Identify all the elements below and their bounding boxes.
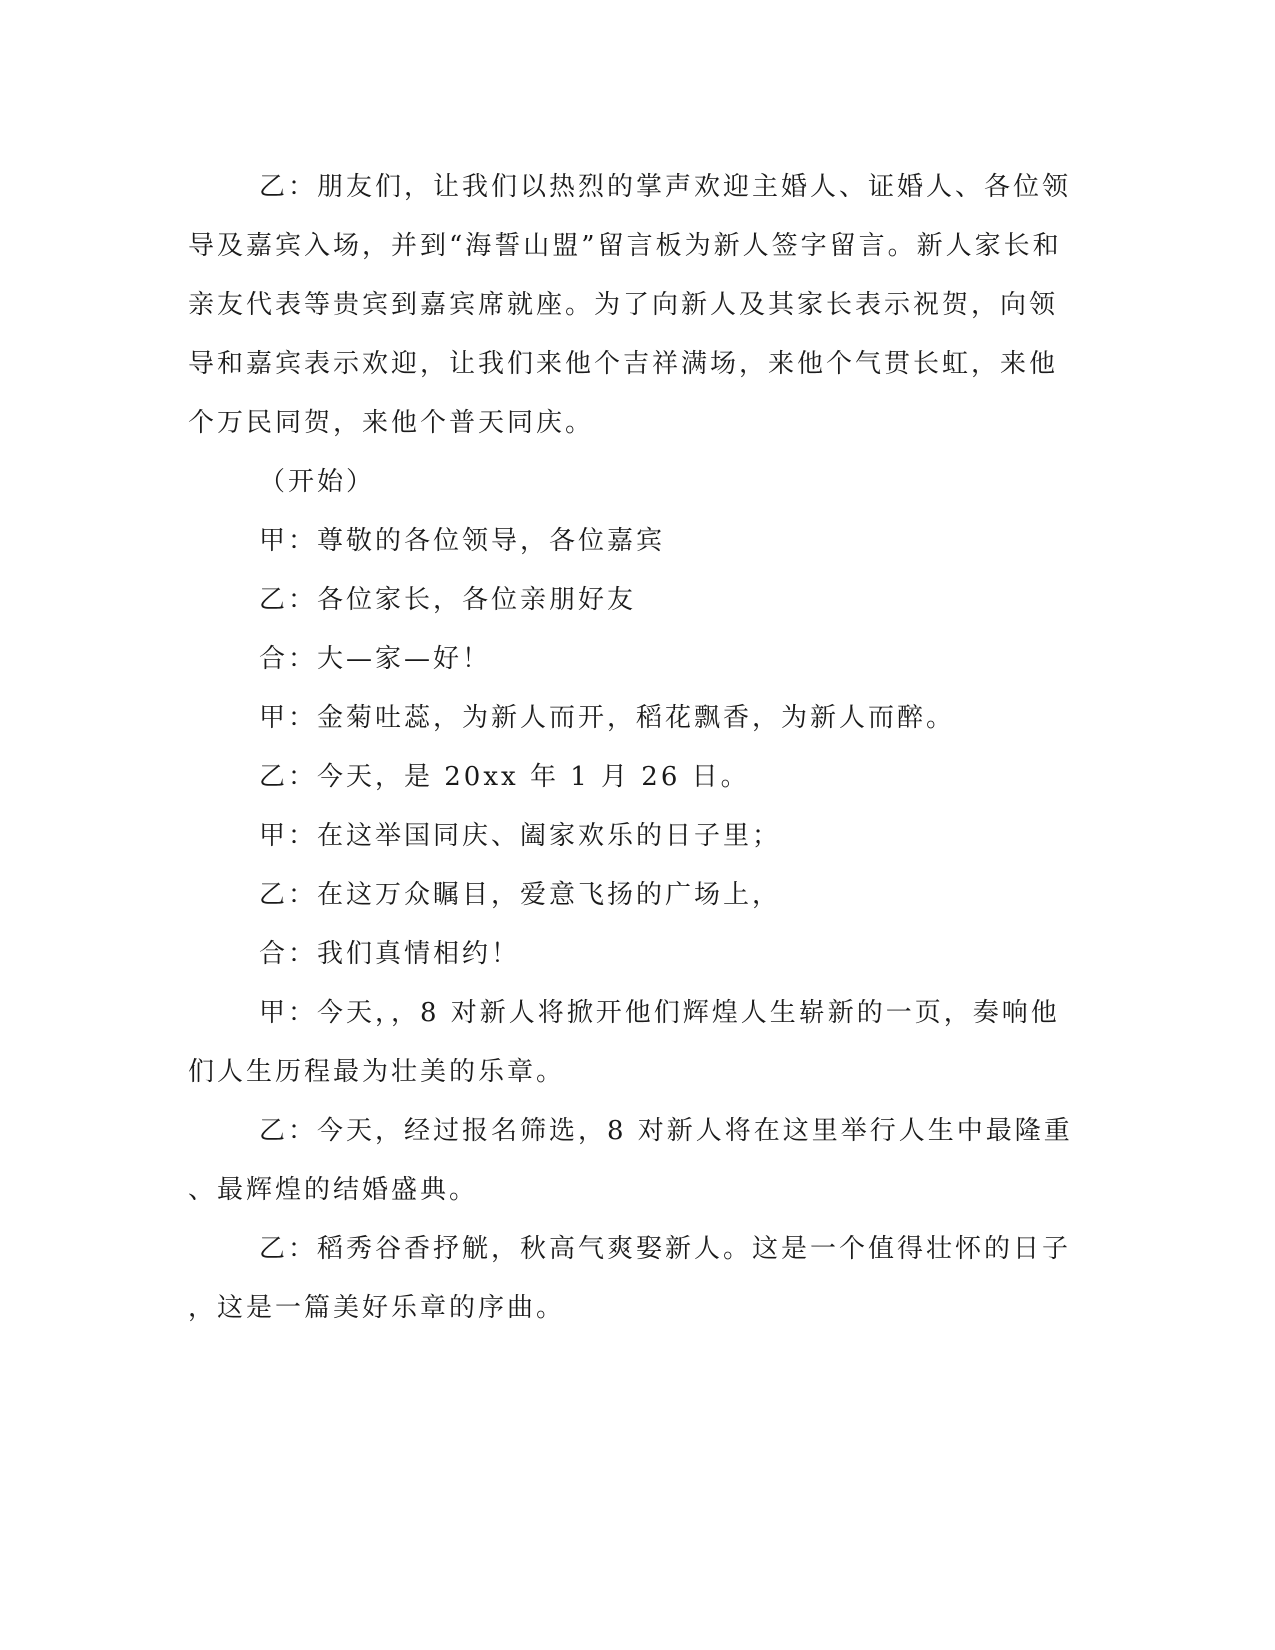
paragraph xyxy=(188,984,1068,1102)
text-line: 甲：尊敬的各位领导，各位嘉宾 xyxy=(259,526,666,556)
text-line: 乙：今天，经过报名筛选，8 对新人将在这里举行人生中最隆重 xyxy=(259,1116,1073,1146)
text-line: 乙：各位家长，各位亲朋好友 xyxy=(259,585,637,615)
paragraph xyxy=(188,571,1068,630)
text-line: 甲：在这举国同庆、阖家欢乐的日子里； xyxy=(259,821,782,851)
text-line: 甲：金菊吐蕊，为新人而开，稻花飘香，为新人而醉。 xyxy=(259,703,956,733)
document-body xyxy=(188,158,1073,1338)
paragraph xyxy=(188,453,1068,512)
text-line: 亲友代表等贵宾到嘉宾席就座。为了向新人及其家长表示祝贺，向领 xyxy=(188,290,1059,320)
text-line: 合：我们真情相约！ xyxy=(259,939,521,969)
text-line: 、最辉煌的结婚盛典。 xyxy=(188,1175,479,1205)
text-line: 甲：今天，，8 对新人将掀开他们辉煌人生崭新的一页，奏响他 xyxy=(259,998,1060,1028)
paragraph xyxy=(188,866,1068,925)
text-line: 个万民同贺，来他个普天同庆。 xyxy=(188,408,595,438)
paragraph xyxy=(188,748,1068,807)
text-line: 们人生历程最为壮美的乐章。 xyxy=(188,1057,566,1087)
text-line: 乙：朋友们，让我们以热烈的掌声欢迎主婚人、证婚人、各位领 xyxy=(259,172,1072,202)
paragraph xyxy=(188,630,1068,689)
paragraph xyxy=(188,512,1068,571)
paragraph xyxy=(188,807,1068,866)
paragraph xyxy=(188,689,1068,748)
text-line: ，这是一篇美好乐章的序曲。 xyxy=(188,1293,566,1323)
paragraph xyxy=(188,1220,1072,1338)
text-line: （开始） xyxy=(259,467,376,497)
text-line: 乙：在这万众瞩目，爱意飞扬的广场上， xyxy=(259,880,782,910)
paragraph xyxy=(188,158,1072,453)
text-line: 合：大—家—好！ xyxy=(259,644,492,674)
text-line: 乙：稻秀谷香抒觥，秋高气爽娶新人。这是一个值得壮怀的日子 xyxy=(259,1234,1072,1264)
text-line: 导和嘉宾表示欢迎，让我们来他个吉祥满场，来他个气贯长虹，来他 xyxy=(188,349,1059,379)
paragraph xyxy=(188,1102,1073,1220)
text-line: 导及嘉宾入场，并到“海誓山盟”留言板为新人签字留言。新人家长和 xyxy=(188,231,1062,261)
text-line: 乙：今天，是 20xx 年 1 月 26 日。 xyxy=(259,762,750,792)
paragraph xyxy=(188,925,1068,984)
